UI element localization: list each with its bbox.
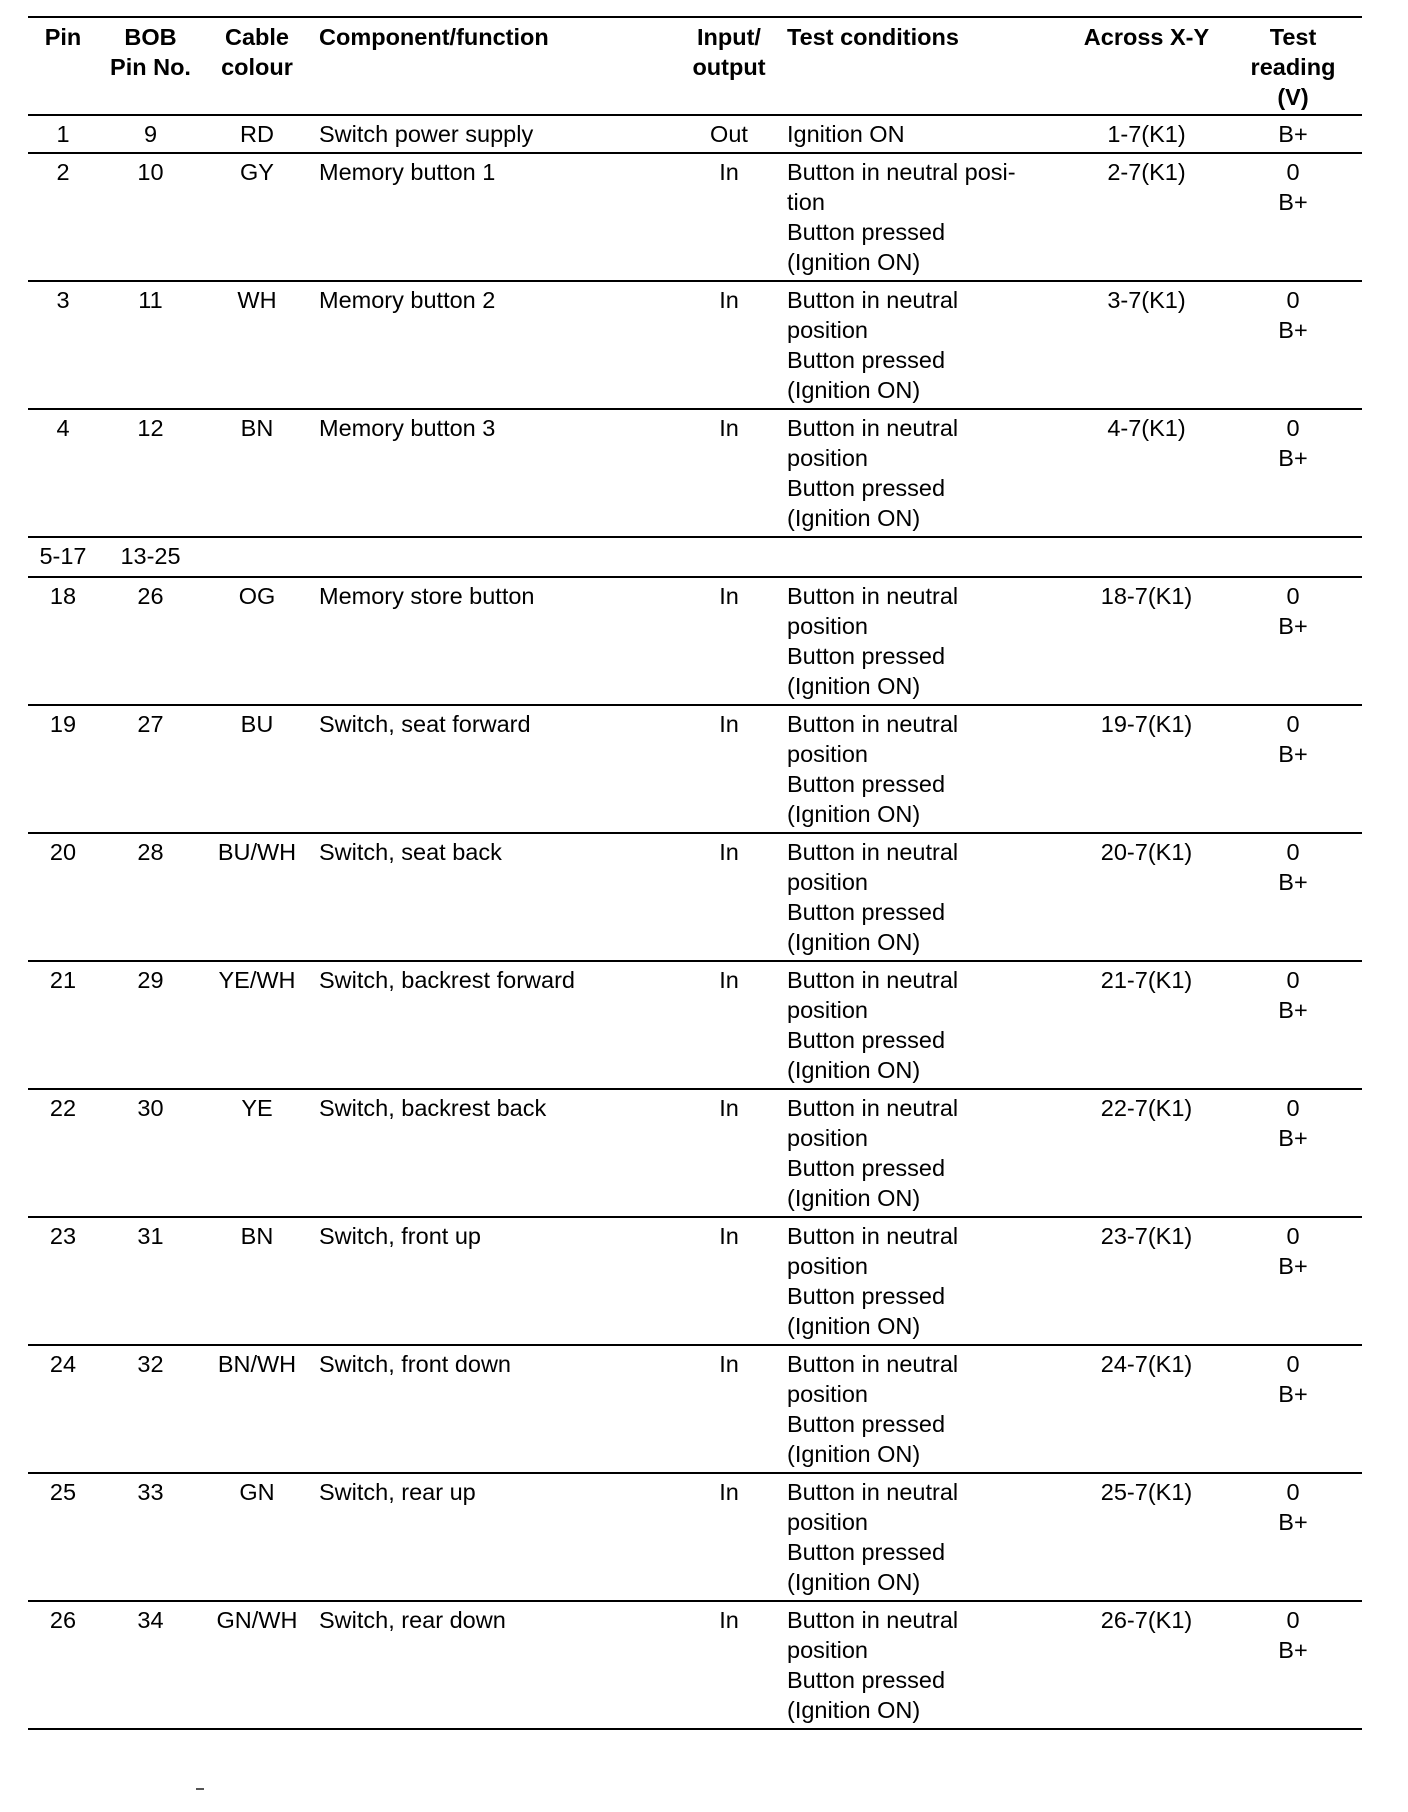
cell-pin: 24 — [28, 1345, 98, 1473]
cell-test-reading: 0 B+ — [1224, 409, 1362, 537]
table-row — [28, 961, 1362, 1089]
header-test-conditions: Test conditions — [779, 17, 1069, 115]
cell-cable-colour — [203, 537, 311, 577]
cell-test-conditions: Button in neutral position Button pressed (Ignition ON) — [779, 705, 1069, 833]
cell-input-output: In — [679, 1345, 779, 1473]
cell-component-function: Memory button 1 — [311, 153, 679, 281]
cell-test-reading: 0 B+ — [1224, 1345, 1362, 1473]
cell-test-conditions — [779, 537, 1069, 577]
cell-cable-colour: BU — [203, 705, 311, 833]
cell-across-x-y: 18-7(K1) — [1069, 577, 1224, 705]
cell-bob-pin: 34 — [98, 1601, 203, 1729]
cell-input-output: In — [679, 1601, 779, 1729]
cell-test-reading: 0 B+ — [1224, 1473, 1362, 1601]
cell-input-output — [679, 537, 779, 577]
cell-component-function: Memory store button — [311, 577, 679, 705]
cell-input-output: In — [679, 1089, 779, 1217]
cell-cable-colour: BN — [203, 1217, 311, 1345]
page-mark — [196, 1788, 204, 1790]
cell-test-reading: 0 B+ — [1224, 1217, 1362, 1345]
table-row — [28, 833, 1362, 961]
cell-component-function: Switch, front up — [311, 1217, 679, 1345]
cell-pin: 18 — [28, 577, 98, 705]
cell-component-function: Switch, front down — [311, 1345, 679, 1473]
header-cable-colour: Cable colour — [203, 17, 311, 115]
cell-bob-pin: 9 — [98, 115, 203, 153]
table-row — [28, 115, 1362, 153]
cell-component-function: Memory button 2 — [311, 281, 679, 409]
cell-input-output: In — [679, 1217, 779, 1345]
cell-pin: 19 — [28, 705, 98, 833]
cell-test-reading: 0 B+ — [1224, 833, 1362, 961]
cell-test-conditions: Button in neutral position Button pressed (Ignition ON) — [779, 961, 1069, 1089]
cell-pin: 2 — [28, 153, 98, 281]
cell-cable-colour: YE — [203, 1089, 311, 1217]
cell-component-function: Switch, rear down — [311, 1601, 679, 1729]
cell-component-function — [311, 537, 679, 577]
table-body — [28, 115, 1362, 1729]
cell-pin: 26 — [28, 1601, 98, 1729]
cell-cable-colour: YE/WH — [203, 961, 311, 1089]
cell-test-reading — [1224, 537, 1362, 577]
table-row — [28, 577, 1362, 705]
cell-component-function: Switch power supply — [311, 115, 679, 153]
cell-input-output: Out — [679, 115, 779, 153]
cell-across-x-y: 19-7(K1) — [1069, 705, 1224, 833]
cell-test-conditions: Button in neutral position Button pressed (Ignition ON) — [779, 281, 1069, 409]
table-row — [28, 1089, 1362, 1217]
cell-test-conditions: Button in neutral position Button pressed (Ignition ON) — [779, 577, 1069, 705]
cell-bob-pin: 26 — [98, 577, 203, 705]
cell-bob-pin: 13-25 — [98, 537, 203, 577]
cell-across-x-y: 25-7(K1) — [1069, 1473, 1224, 1601]
cell-pin: 23 — [28, 1217, 98, 1345]
cell-across-x-y: 3-7(K1) — [1069, 281, 1224, 409]
cell-cable-colour: BN — [203, 409, 311, 537]
cell-across-x-y: 20-7(K1) — [1069, 833, 1224, 961]
header-bob-pin-no: BOB Pin No. — [98, 17, 203, 115]
cell-test-conditions: Button in neutral position Button pressed (Ignition ON) — [779, 1089, 1069, 1217]
table-row — [28, 1217, 1362, 1345]
cell-across-x-y: 2-7(K1) — [1069, 153, 1224, 281]
cell-component-function: Switch, seat back — [311, 833, 679, 961]
pin-test-table — [28, 16, 1362, 1730]
cell-component-function: Memory button 3 — [311, 409, 679, 537]
header-component-function: Component/function — [311, 17, 679, 115]
cell-cable-colour: RD — [203, 115, 311, 153]
cell-pin: 5-17 — [28, 537, 98, 577]
cell-pin: 21 — [28, 961, 98, 1089]
cell-input-output: In — [679, 705, 779, 833]
cell-test-conditions: Button in neutral position Button pressed (Ignition ON) — [779, 1345, 1069, 1473]
cell-test-conditions: Button in neutral position Button pressed (Ignition ON) — [779, 1217, 1069, 1345]
cell-test-reading: 0 B+ — [1224, 1601, 1362, 1729]
cell-across-x-y: 21-7(K1) — [1069, 961, 1224, 1089]
cell-bob-pin: 28 — [98, 833, 203, 961]
cell-test-reading: 0 B+ — [1224, 153, 1362, 281]
cell-component-function: Switch, rear up — [311, 1473, 679, 1601]
cell-pin: 4 — [28, 409, 98, 537]
cell-across-x-y: 22-7(K1) — [1069, 1089, 1224, 1217]
table-row — [28, 1345, 1362, 1473]
cell-across-x-y: 23-7(K1) — [1069, 1217, 1224, 1345]
cell-cable-colour: GN/WH — [203, 1601, 311, 1729]
table-header — [28, 17, 1362, 115]
header-test-reading: Test reading (V) — [1224, 17, 1362, 115]
cell-bob-pin: 31 — [98, 1217, 203, 1345]
cell-test-conditions: Button in neutral posi- tion Button pressed (Ignition ON) — [779, 153, 1069, 281]
header-input-output: Input/ output — [679, 17, 779, 115]
cell-across-x-y: 4-7(K1) — [1069, 409, 1224, 537]
cell-component-function: Switch, seat forward — [311, 705, 679, 833]
cell-bob-pin: 29 — [98, 961, 203, 1089]
table-row — [28, 281, 1362, 409]
cell-bob-pin: 10 — [98, 153, 203, 281]
cell-test-reading: 0 B+ — [1224, 577, 1362, 705]
table-row — [28, 409, 1362, 537]
table-row — [28, 537, 1362, 577]
cell-test-conditions: Button in neutral position Button pressed (Ignition ON) — [779, 1473, 1069, 1601]
cell-input-output: In — [679, 961, 779, 1089]
cell-across-x-y: 1-7(K1) — [1069, 115, 1224, 153]
cell-pin: 1 — [28, 115, 98, 153]
header-across-x-y: Across X-Y — [1069, 17, 1224, 115]
cell-input-output: In — [679, 833, 779, 961]
cell-across-x-y: 26-7(K1) — [1069, 1601, 1224, 1729]
cell-across-x-y — [1069, 537, 1224, 577]
cell-test-conditions: Button in neutral position Button pressed (Ignition ON) — [779, 1601, 1069, 1729]
cell-across-x-y: 24-7(K1) — [1069, 1345, 1224, 1473]
cell-cable-colour: BN/WH — [203, 1345, 311, 1473]
table-row — [28, 1473, 1362, 1601]
cell-input-output: In — [679, 577, 779, 705]
cell-bob-pin: 11 — [98, 281, 203, 409]
cell-test-conditions: Ignition ON — [779, 115, 1069, 153]
table-row — [28, 705, 1362, 833]
cell-test-reading: 0 B+ — [1224, 1089, 1362, 1217]
cell-test-reading: 0 B+ — [1224, 705, 1362, 833]
header-row — [28, 17, 1362, 115]
cell-cable-colour: WH — [203, 281, 311, 409]
cell-input-output: In — [679, 281, 779, 409]
cell-test-reading: B+ — [1224, 115, 1362, 153]
cell-input-output: In — [679, 409, 779, 537]
cell-cable-colour: GN — [203, 1473, 311, 1601]
cell-input-output: In — [679, 153, 779, 281]
cell-test-conditions: Button in neutral position Button pressed (Ignition ON) — [779, 409, 1069, 537]
cell-pin: 3 — [28, 281, 98, 409]
cell-bob-pin: 27 — [98, 705, 203, 833]
table-row — [28, 153, 1362, 281]
cell-test-reading: 0 B+ — [1224, 281, 1362, 409]
cell-test-reading: 0 B+ — [1224, 961, 1362, 1089]
cell-pin: 25 — [28, 1473, 98, 1601]
cell-component-function: Switch, backrest forward — [311, 961, 679, 1089]
cell-bob-pin: 32 — [98, 1345, 203, 1473]
cell-cable-colour: GY — [203, 153, 311, 281]
cell-pin: 22 — [28, 1089, 98, 1217]
cell-cable-colour: BU/WH — [203, 833, 311, 961]
cell-test-conditions: Button in neutral position Button pressed (Ignition ON) — [779, 833, 1069, 961]
cell-bob-pin: 33 — [98, 1473, 203, 1601]
cell-component-function: Switch, backrest back — [311, 1089, 679, 1217]
cell-input-output: In — [679, 1473, 779, 1601]
table-row — [28, 1601, 1362, 1729]
cell-bob-pin: 30 — [98, 1089, 203, 1217]
cell-pin: 20 — [28, 833, 98, 961]
cell-bob-pin: 12 — [98, 409, 203, 537]
cell-cable-colour: OG — [203, 577, 311, 705]
header-pin: Pin — [28, 17, 98, 115]
